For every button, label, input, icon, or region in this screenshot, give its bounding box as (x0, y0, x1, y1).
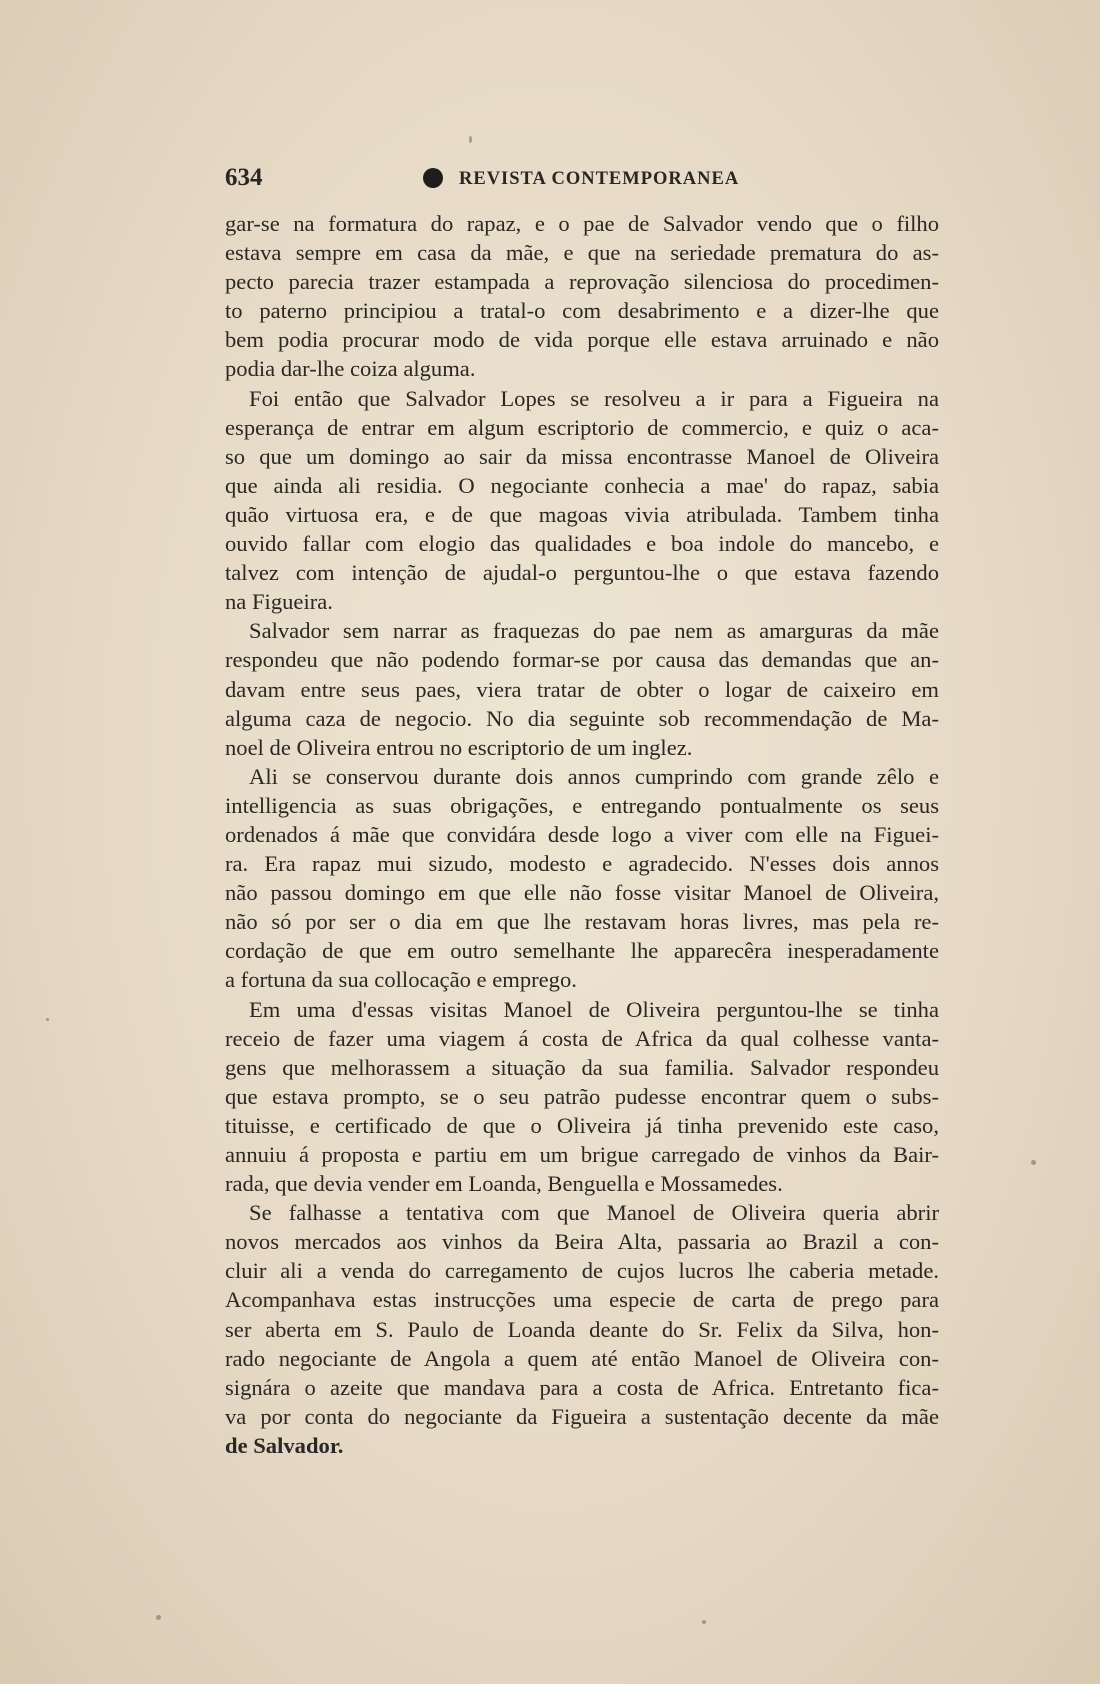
text-line: to paterno principiou a tratal-o com desabrimento e a dizer-lhe que (225, 298, 939, 324)
text-line: podia dar-lhe coiza alguma. (225, 356, 476, 382)
text-line: que estava prompto, se o seu patrão pudesse encontrar quem o subs- (225, 1083, 939, 1109)
body-text (225, 209, 939, 1460)
text-line: cluir ali a venda do carregamento de cujos lucros lhe caberia metade. (225, 1258, 939, 1284)
paragraph-first-line: Se falhasse a tentativa com que Manoel de Oliveira queria abrir (249, 1200, 939, 1226)
running-title: REVISTA CONTEMPORANEA (459, 169, 740, 189)
paper-speck (1031, 1160, 1036, 1165)
bullet-ornament-icon (423, 168, 443, 188)
text-line: so que um domingo ao sair da missa encontrasse Manoel de Oliveira (225, 443, 939, 469)
text-line: cordação de que em outro semelhante lhe apparecêra inesperadamente (225, 938, 939, 964)
paper-speck (156, 1615, 161, 1620)
text-line: ra. Era rapaz mui sizudo, modesto e agradecido. N'esses dois annos (225, 851, 939, 877)
text-line: novos mercados aos vinhos da Beira Alta, passaria ao Brazil a con- (225, 1229, 939, 1255)
text-line: gar-se na formatura do rapaz, e o pae de Salvador vendo que o filho (225, 211, 939, 236)
text-line: va por conta do negociante da Figueira a sustentação decente da mãe (225, 1403, 939, 1429)
text-line: gens que melhorassem a situação da sua familia. Salvador respondeu (225, 1054, 939, 1080)
page-number: 634 (225, 164, 263, 191)
text-line: signára o azeite que mandava para a costa de Africa. Entretanto fica- (225, 1374, 939, 1400)
text-line: tituisse, e certificado de que o Oliveira já tinha prevenido este caso, (225, 1112, 939, 1138)
paper-speck (469, 136, 472, 143)
text-line: não passou domingo em que elle não fosse visitar Manoel de Oliveira, (225, 880, 939, 906)
text-line: ordenados á mãe que convidára desde logo a viver com elle na Figuei- (225, 821, 939, 847)
paper-speck (46, 1018, 49, 1021)
text-line: não só por ser o dia em que lhe restavam horas livres, mas pela re- (225, 909, 939, 935)
paragraph-first-line: Ali se conservou durante dois annos cumprindo com grande zêlo e (249, 763, 939, 789)
text-line: pecto parecia trazer estampada a reprovação silenciosa do procedimen- (225, 269, 939, 295)
text-line: estava sempre em casa da mãe, e que na seriedade prematura do as- (225, 240, 939, 266)
text-line: que ainda ali residia. O negociante conhecia a mae' do rapaz, sabia (225, 472, 939, 498)
paragraph-first-line: Foi então que Salvador Lopes se resolveu a ir para a Figueira na (249, 385, 939, 411)
text-line: bem podia procurar modo de vida porque elle estava arruinado e não (225, 327, 939, 353)
text-line: noel de Oliveira entrou no escriptorio de um inglez. (225, 734, 693, 760)
text-line: annuiu á proposta e partiu em um brigue carregado de vinhos da Bair- (225, 1142, 939, 1167)
text-line: talvez com intenção de ajudal-o perguntou-lhe o que estava fazendo (225, 560, 939, 586)
text-line: de Salvador. (225, 1432, 344, 1458)
text-line: respondeu que não podendo formar-se por causa das demandas que an- (225, 647, 939, 673)
text-line: Acompanhava estas instrucções uma especie de carta de prego para (225, 1287, 939, 1313)
text-line: davam entre seus paes, viera tratar de obter o logar de caixeiro em (225, 676, 939, 702)
text-line: a fortuna da sua collocação e emprego. (225, 967, 577, 993)
text-line: alguma caza de negocio. No dia seguinte sob recommendação de Ma- (225, 705, 939, 731)
text-line: esperança de entrar em algum escriptorio de commercio, e quiz o aca- (225, 414, 939, 440)
text-line: receio de fazer uma viagem á costa de Africa da qual colhesse vanta- (225, 1025, 939, 1051)
text-line: rado negociante de Angola a quem até então Manoel de Oliveira con- (225, 1345, 939, 1371)
paper-speck (702, 1620, 706, 1624)
text-line: rada, que devia vender em Loanda, Benguella e Mossamedes. (225, 1171, 783, 1197)
text-line: intelligencia as suas obrigações, e entregando pontualmente os seus (225, 792, 939, 818)
text-line: na Figueira. (225, 589, 333, 615)
page-header (225, 164, 925, 194)
paragraph-first-line: Em uma d'essas visitas Manoel de Oliveira perguntou-lhe se tinha (249, 996, 939, 1022)
paragraph-first-line: Salvador sem narrar as fraquezas do pae nem as amarguras da mãe (249, 618, 939, 644)
text-line: ser aberta em S. Paulo de Loanda deante do Sr. Felix da Silva, hon- (225, 1316, 939, 1342)
text-line: ouvido fallar com elogio das qualidades e boa indole do mancebo, e (225, 531, 939, 557)
text-line: quão virtuosa era, e de que magoas vivia atribulada. Tambem tinha (225, 501, 939, 527)
